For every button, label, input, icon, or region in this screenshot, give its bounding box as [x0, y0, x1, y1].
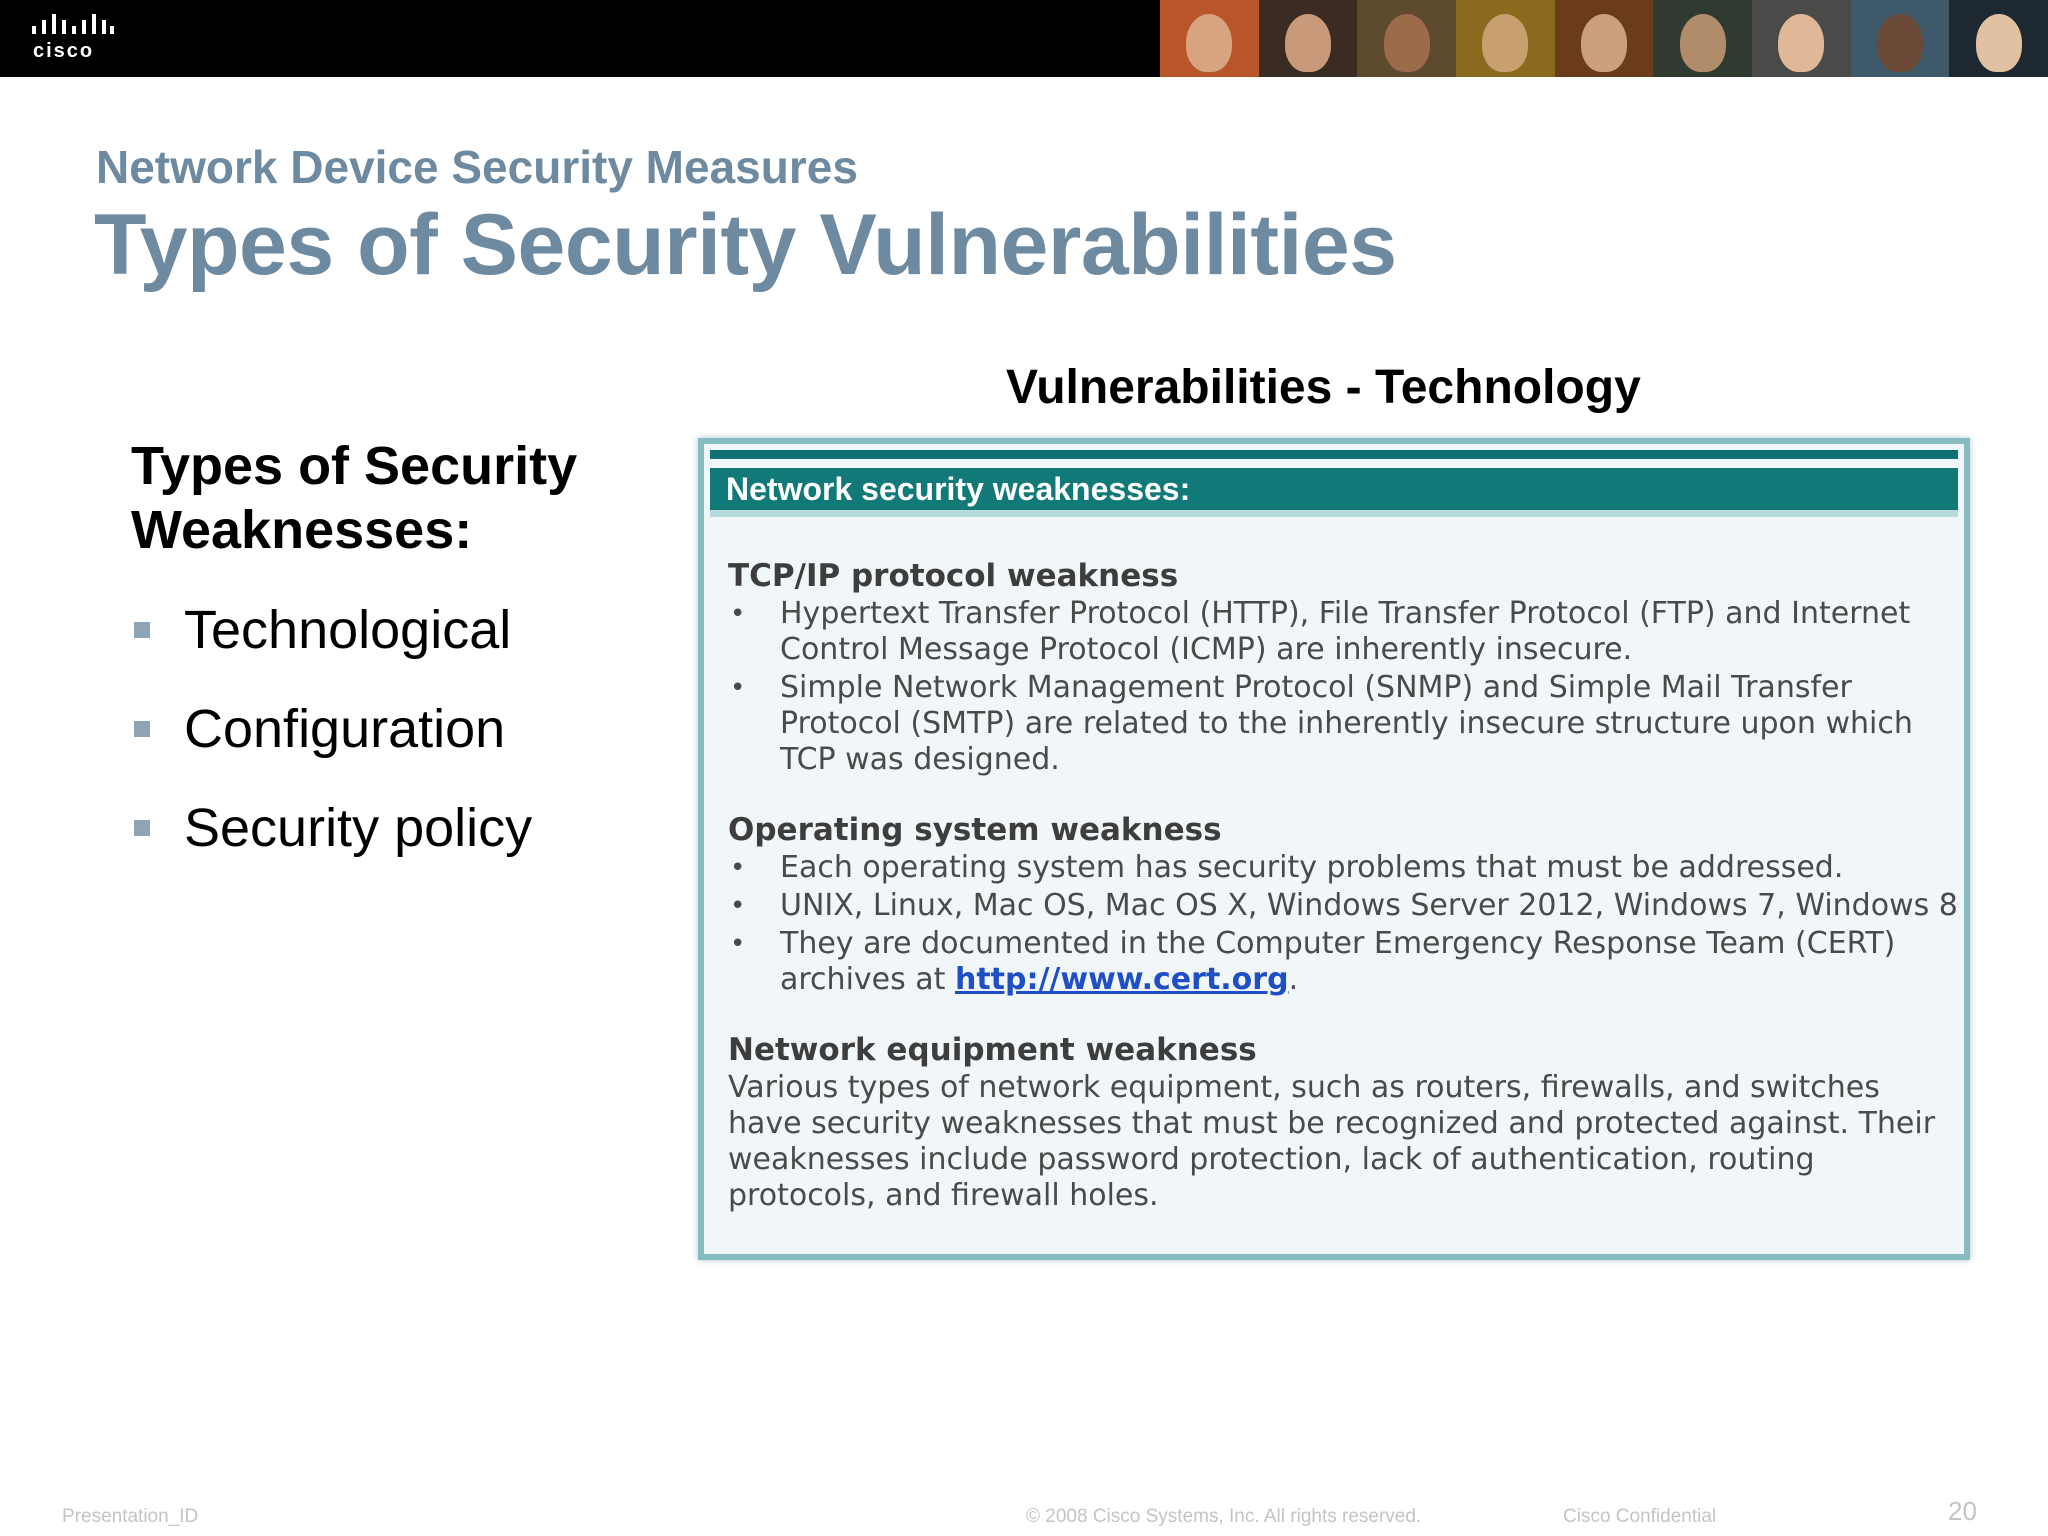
- person-photo: [1357, 0, 1456, 77]
- section-bullets: [728, 596, 1958, 778]
- bullet-dot-icon: •: [730, 673, 746, 703]
- list-item: [134, 596, 532, 695]
- bullet-text: Each operating system has security problems that must be addressed.: [780, 850, 1844, 885]
- list-item: [728, 596, 1958, 668]
- bullet-dot-icon: •: [730, 929, 746, 959]
- list-item: [728, 850, 1958, 886]
- weakness-types-list: [134, 596, 532, 893]
- person-face-icon: [1186, 14, 1232, 72]
- page-number: 20: [1948, 1496, 1977, 1526]
- square-bullet-icon: [134, 622, 150, 638]
- person-face-icon: [1285, 14, 1331, 72]
- bullet-text: UNIX, Linux, Mac OS, Mac OS X, Windows Server 2012, Windows 7, Windows 8: [780, 888, 1958, 923]
- square-bullet-icon: [134, 820, 150, 836]
- panel-header: Network security weaknesses:: [710, 468, 1958, 510]
- top-banner: [0, 0, 2048, 77]
- person-face-icon: [1877, 14, 1923, 72]
- person-photo: [1456, 0, 1555, 77]
- cisco-logo: [30, 14, 120, 64]
- cisco-logo-text: cisco: [33, 40, 95, 62]
- section-bullets: [728, 850, 1958, 998]
- person-photo: [1851, 0, 1950, 77]
- list-item: [134, 794, 532, 893]
- section-paragraph: Various types of network equipment, such as routers, firewalls, and switches have security weaknesses that must be recognized and protected against. Their weaknesses include password protection, lack of authentication, routing protocols, and firewall holes.: [728, 1070, 1936, 1213]
- list-item: [728, 926, 1958, 998]
- square-bullet-icon: [134, 721, 150, 737]
- panel-caption: Vulnerabilities - Technology: [1006, 361, 1641, 414]
- person-face-icon: [1680, 14, 1726, 72]
- list-item-label: Technological: [184, 600, 512, 660]
- list-item: [728, 888, 1958, 924]
- person-photo: [1555, 0, 1654, 77]
- person-face-icon: [1976, 14, 2022, 72]
- weakness-types-heading: [131, 434, 651, 562]
- weakness-panel: [698, 438, 1970, 1260]
- people-photo-strip: [1160, 0, 2048, 77]
- panel-top-rule: [710, 450, 1958, 459]
- person-face-icon: [1482, 14, 1528, 72]
- person-photo: [1653, 0, 1752, 77]
- section-title: TCP/IP protocol weakness: [728, 558, 1179, 594]
- list-item: [134, 695, 532, 794]
- person-photo: [1259, 0, 1358, 77]
- person-photo: [1949, 0, 2048, 77]
- slide-kicker: Network Device Security Measures: [96, 141, 858, 193]
- slide-title: Types of Security Vulnerabilities: [94, 197, 1397, 293]
- section-title: Operating system weakness: [728, 812, 1222, 848]
- footer-copyright: © 2008 Cisco Systems, Inc. All rights reserved.: [1026, 1506, 1422, 1527]
- list-item-label: Security policy: [184, 798, 533, 858]
- bullet-text: They are documented in the Computer Emergency Response Team (CERT) archives at: [780, 926, 1896, 997]
- person-photo: [1752, 0, 1851, 77]
- cert-link[interactable]: http://www.cert.org: [954, 962, 1289, 997]
- panel-header-rule: [710, 510, 1958, 517]
- person-face-icon: [1778, 14, 1824, 72]
- section-title: Network equipment weakness: [728, 1032, 1257, 1068]
- person-photo: [1160, 0, 1259, 77]
- bullet-text: Hypertext Transfer Protocol (HTTP), File Transfer Protocol (FTP) and Internet Control Message Protocol (ICMP) are inherently insecure.: [780, 596, 1911, 667]
- section-tcpip: [728, 556, 1958, 778]
- list-item-label: Configuration: [184, 699, 506, 759]
- section-equipment: [728, 1030, 1958, 1214]
- bullet-text: Simple Network Management Protocol (SNMP) and Simple Mail Transfer Protocol (SMTP) are related to the inherently insecure structure upon which TCP was designed.: [780, 670, 1913, 777]
- bullet-dot-icon: •: [730, 891, 746, 921]
- person-face-icon: [1384, 14, 1430, 72]
- person-face-icon: [1581, 14, 1627, 72]
- bullet-dot-icon: •: [730, 599, 746, 629]
- panel-body: [728, 556, 1958, 1246]
- heading-line-1: Types of Security: [131, 436, 578, 496]
- cisco-bars-icon: [30, 14, 114, 38]
- list-item: [728, 670, 1958, 778]
- bullet-dot-icon: •: [730, 853, 746, 883]
- heading-line-2: Weaknesses:: [131, 500, 473, 560]
- section-os: [728, 810, 1958, 998]
- footer-presentation-id: Presentation_ID: [62, 1506, 199, 1527]
- bullet-text-suffix: .: [1288, 962, 1299, 997]
- footer-confidential: Cisco Confidential: [1563, 1506, 1717, 1527]
